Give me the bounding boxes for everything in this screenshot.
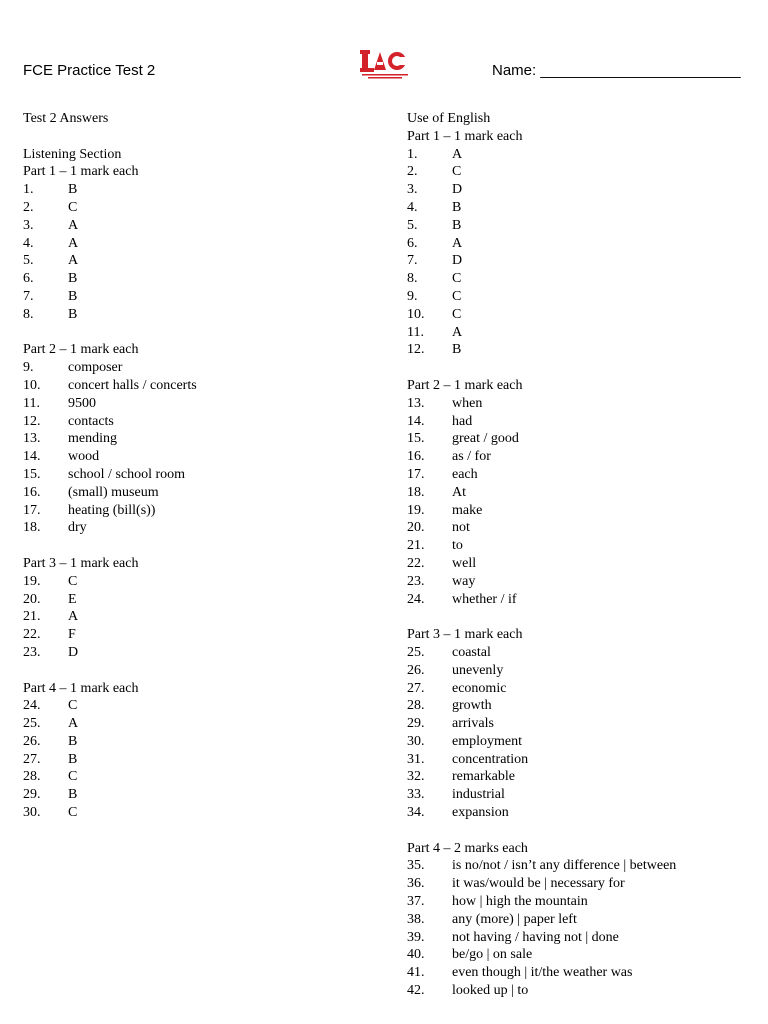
question-number: 32. bbox=[407, 769, 425, 785]
answer-row bbox=[23, 733, 363, 751]
question-number: 1. bbox=[407, 146, 418, 162]
answer-row bbox=[23, 359, 363, 377]
document-title: FCE Practice Test 2 bbox=[23, 62, 156, 79]
question-number: 22. bbox=[407, 555, 425, 571]
answer-text: A bbox=[68, 235, 79, 251]
answer-row bbox=[407, 786, 747, 804]
question-number: 13. bbox=[407, 395, 425, 411]
answer-text: composer bbox=[68, 360, 123, 376]
answer-text: C bbox=[68, 698, 78, 714]
question-number: 10. bbox=[23, 377, 41, 393]
question-number: 9. bbox=[23, 360, 34, 376]
answer-text: B bbox=[68, 271, 78, 287]
use-of-english-title: Use of English bbox=[407, 111, 491, 126]
answer-text: E bbox=[68, 591, 77, 607]
question-number: 24. bbox=[407, 591, 425, 607]
answer-text: mending bbox=[68, 431, 117, 447]
question-number: 5. bbox=[23, 253, 34, 269]
answer-row bbox=[23, 484, 363, 502]
answer-row bbox=[407, 306, 747, 324]
answer-row bbox=[23, 573, 363, 591]
answer-row bbox=[23, 235, 363, 253]
question-number: 4. bbox=[23, 235, 34, 251]
answer-row bbox=[407, 502, 747, 520]
answer-row bbox=[407, 591, 747, 609]
answer-row bbox=[407, 733, 747, 751]
answer-row bbox=[407, 163, 747, 181]
answer-text: A bbox=[68, 253, 79, 269]
answer-text: how | high the mountain bbox=[452, 894, 588, 910]
answer-text: (small) museum bbox=[68, 484, 159, 500]
answer-text: B bbox=[452, 199, 462, 215]
question-number: 6. bbox=[407, 235, 418, 251]
answer-row bbox=[407, 911, 747, 929]
answer-row bbox=[407, 448, 747, 466]
question-number: 19. bbox=[23, 573, 41, 589]
answer-row bbox=[407, 662, 747, 680]
question-number: 14. bbox=[23, 449, 41, 465]
answer-text: looked up | to bbox=[452, 983, 529, 999]
answer-text: D bbox=[452, 253, 463, 269]
answer-row bbox=[23, 502, 363, 520]
question-number: 23. bbox=[407, 573, 425, 589]
question-number: 18. bbox=[407, 484, 425, 500]
answer-row bbox=[23, 395, 363, 413]
answer-text: A bbox=[68, 609, 79, 625]
answer-text: F bbox=[68, 627, 76, 643]
ilac-logo bbox=[360, 46, 410, 82]
use-of-english-column bbox=[407, 110, 747, 1000]
answer-text: school / school room bbox=[68, 466, 186, 482]
answer-text: not having / having not | done bbox=[452, 929, 619, 945]
question-number: 36. bbox=[407, 876, 425, 892]
answer-text: C bbox=[68, 573, 78, 589]
answer-row bbox=[23, 466, 363, 484]
answer-row bbox=[407, 146, 747, 164]
answer-row bbox=[23, 448, 363, 466]
answer-text: B bbox=[68, 182, 78, 198]
question-number: 8. bbox=[23, 306, 34, 322]
question-number: 24. bbox=[23, 698, 41, 714]
question-number: 28. bbox=[407, 698, 425, 714]
answer-text: C bbox=[68, 199, 78, 215]
answer-row bbox=[407, 252, 747, 270]
answer-text: when bbox=[452, 395, 483, 411]
answer-text: economic bbox=[452, 680, 507, 696]
question-number: 3. bbox=[407, 182, 418, 198]
question-number: 23. bbox=[23, 644, 41, 660]
question-number: 16. bbox=[23, 484, 41, 500]
answer-text: make bbox=[452, 502, 483, 518]
answer-text: not bbox=[452, 520, 470, 536]
answer-row bbox=[23, 644, 363, 662]
answer-row bbox=[23, 288, 363, 306]
answer-row bbox=[407, 644, 747, 662]
answer-text: C bbox=[452, 271, 462, 287]
answer-row bbox=[407, 217, 747, 235]
answer-row bbox=[23, 768, 363, 786]
answer-row bbox=[407, 430, 747, 448]
part-title: Part 3 – 1 mark each bbox=[23, 555, 139, 571]
listening-parts bbox=[23, 163, 363, 821]
listening-section-title: Listening Section bbox=[23, 146, 122, 162]
answer-row bbox=[23, 306, 363, 324]
question-number: 11. bbox=[23, 395, 40, 411]
answer-text: A bbox=[68, 716, 79, 732]
answer-text: B bbox=[452, 342, 462, 358]
answer-text: D bbox=[68, 644, 79, 660]
answer-row bbox=[407, 555, 747, 573]
question-number: 6. bbox=[23, 271, 34, 287]
question-number: 35. bbox=[407, 858, 425, 874]
answer-text: A bbox=[452, 324, 463, 340]
question-number: 21. bbox=[407, 538, 425, 554]
question-number: 22. bbox=[23, 627, 41, 643]
answer-row bbox=[23, 270, 363, 288]
answer-text: remarkable bbox=[452, 769, 515, 785]
answer-row bbox=[407, 519, 747, 537]
answer-row bbox=[407, 893, 747, 911]
listening-column bbox=[23, 110, 363, 822]
answer-text: to bbox=[452, 538, 463, 554]
answer-row bbox=[23, 804, 363, 822]
question-number: 41. bbox=[407, 965, 425, 981]
question-number: 29. bbox=[407, 716, 425, 732]
question-number: 14. bbox=[407, 413, 425, 429]
answer-text: each bbox=[452, 466, 478, 482]
question-number: 13. bbox=[23, 431, 41, 447]
answer-row bbox=[23, 786, 363, 804]
answer-row bbox=[407, 804, 747, 822]
answer-row bbox=[407, 288, 747, 306]
answer-text: B bbox=[452, 217, 462, 233]
question-number: 34. bbox=[407, 805, 425, 821]
question-number: 25. bbox=[23, 716, 41, 732]
answer-row bbox=[23, 751, 363, 769]
question-number: 8. bbox=[407, 271, 418, 287]
answer-row bbox=[23, 252, 363, 270]
answer-text: D bbox=[452, 182, 463, 198]
name-field[interactable]: Name: ________________________ bbox=[492, 62, 741, 79]
part-title: Part 1 – 1 mark each bbox=[407, 128, 523, 144]
answer-row bbox=[407, 199, 747, 217]
question-number: 17. bbox=[407, 466, 425, 482]
answer-text: C bbox=[452, 164, 462, 180]
answer-text: C bbox=[452, 306, 462, 322]
question-number: 12. bbox=[407, 342, 425, 358]
answer-text: heating (bill(s)) bbox=[68, 502, 156, 518]
question-number: 16. bbox=[407, 449, 425, 465]
question-number: 2. bbox=[407, 164, 418, 180]
answer-text: employment bbox=[452, 733, 522, 749]
part-title: Part 2 – 1 mark each bbox=[407, 377, 523, 393]
question-number: 15. bbox=[23, 466, 41, 482]
answer-text: B bbox=[68, 751, 78, 767]
answer-row bbox=[407, 573, 747, 591]
question-number: 27. bbox=[407, 680, 425, 696]
question-number: 40. bbox=[407, 947, 425, 963]
question-number: 1. bbox=[23, 182, 34, 198]
answer-text: even though | it/the weather was bbox=[452, 965, 633, 981]
answer-row bbox=[23, 199, 363, 217]
question-number: 5. bbox=[407, 217, 418, 233]
question-number: 30. bbox=[23, 805, 41, 821]
answer-text: coastal bbox=[452, 644, 491, 660]
question-number: 9. bbox=[407, 288, 418, 304]
answer-row bbox=[407, 964, 747, 982]
question-number: 2. bbox=[23, 199, 34, 215]
answer-text: C bbox=[68, 805, 78, 821]
question-number: 18. bbox=[23, 520, 41, 536]
answer-row bbox=[407, 946, 747, 964]
answer-row bbox=[407, 413, 747, 431]
answer-row bbox=[407, 537, 747, 555]
question-number: 3. bbox=[23, 217, 34, 233]
question-number: 37. bbox=[407, 894, 425, 910]
question-number: 29. bbox=[23, 787, 41, 803]
answer-text: is no/not / isn’t any difference | between bbox=[452, 858, 677, 874]
answer-row bbox=[407, 857, 747, 875]
question-number: 33. bbox=[407, 787, 425, 803]
answer-row bbox=[23, 626, 363, 644]
answer-row bbox=[23, 715, 363, 733]
question-number: 12. bbox=[23, 413, 41, 429]
part-title: Part 3 – 1 mark each bbox=[407, 627, 523, 643]
part-title: Part 4 – 1 mark each bbox=[23, 680, 139, 696]
answer-text: C bbox=[68, 769, 78, 785]
answer-text: A bbox=[452, 146, 463, 162]
answer-text: dry bbox=[68, 520, 87, 536]
answer-row bbox=[407, 929, 747, 947]
question-number: 17. bbox=[23, 502, 41, 518]
answer-text: A bbox=[68, 217, 79, 233]
answer-row bbox=[23, 217, 363, 235]
answer-text: well bbox=[452, 555, 477, 571]
answer-row bbox=[407, 982, 747, 1000]
answer-row bbox=[407, 235, 747, 253]
question-number: 30. bbox=[407, 733, 425, 749]
answer-row bbox=[407, 341, 747, 359]
answer-row bbox=[23, 413, 363, 431]
question-number: 28. bbox=[23, 769, 41, 785]
use-of-english-parts bbox=[407, 128, 747, 1000]
question-number: 10. bbox=[407, 306, 425, 322]
answer-text: B bbox=[68, 288, 78, 304]
answer-text: expansion bbox=[452, 805, 509, 821]
question-number: 27. bbox=[23, 751, 41, 767]
answer-text: it was/would be | necessary for bbox=[452, 876, 625, 892]
answer-text: industrial bbox=[452, 787, 505, 803]
question-number: 31. bbox=[407, 751, 425, 767]
answer-text: C bbox=[452, 288, 462, 304]
answer-row bbox=[23, 591, 363, 609]
answer-text: had bbox=[452, 413, 473, 429]
answer-row bbox=[407, 697, 747, 715]
question-number: 19. bbox=[407, 502, 425, 518]
answer-row bbox=[407, 715, 747, 733]
answer-row bbox=[23, 697, 363, 715]
answer-row bbox=[23, 608, 363, 626]
question-number: 25. bbox=[407, 644, 425, 660]
question-number: 39. bbox=[407, 929, 425, 945]
answer-text: growth bbox=[452, 698, 492, 714]
answer-row bbox=[23, 430, 363, 448]
answers-heading: Test 2 Answers bbox=[23, 111, 109, 126]
answer-text: B bbox=[68, 306, 78, 322]
question-number: 21. bbox=[23, 609, 41, 625]
answer-text: way bbox=[452, 573, 476, 589]
question-number: 42. bbox=[407, 983, 425, 999]
answer-text: great / good bbox=[452, 431, 519, 447]
question-number: 20. bbox=[407, 520, 425, 536]
answer-row bbox=[407, 768, 747, 786]
answer-row bbox=[23, 181, 363, 199]
answer-text: A bbox=[452, 235, 463, 251]
answer-row bbox=[407, 395, 747, 413]
question-number: 38. bbox=[407, 911, 425, 927]
question-number: 26. bbox=[23, 733, 41, 749]
question-number: 7. bbox=[23, 288, 34, 304]
answer-text: be/go | on sale bbox=[452, 947, 533, 963]
answer-text: arrivals bbox=[452, 716, 494, 732]
question-number: 15. bbox=[407, 431, 425, 447]
part-title: Part 2 – 1 mark each bbox=[23, 342, 139, 358]
part-title: Part 1 – 1 mark each bbox=[23, 164, 139, 180]
answer-text: wood bbox=[68, 449, 100, 465]
answer-text: B bbox=[68, 787, 78, 803]
answer-row bbox=[407, 875, 747, 893]
answer-row bbox=[407, 270, 747, 288]
answer-row bbox=[407, 324, 747, 342]
answer-row bbox=[407, 751, 747, 769]
question-number: 4. bbox=[407, 199, 418, 215]
answer-row bbox=[23, 519, 363, 537]
answer-text: concentration bbox=[452, 751, 529, 767]
question-number: 7. bbox=[407, 253, 418, 269]
answer-text: as / for bbox=[452, 449, 491, 465]
question-number: 11. bbox=[407, 324, 424, 340]
answer-text: contacts bbox=[68, 413, 114, 429]
answer-row bbox=[407, 466, 747, 484]
answer-row bbox=[23, 377, 363, 395]
answer-row bbox=[407, 181, 747, 199]
answer-text: 9500 bbox=[68, 395, 96, 411]
question-number: 20. bbox=[23, 591, 41, 607]
question-number: 26. bbox=[407, 662, 425, 678]
answer-text: At bbox=[452, 484, 466, 500]
part-title: Part 4 – 2 marks each bbox=[407, 840, 528, 856]
answer-text: unevenly bbox=[452, 662, 504, 678]
answer-text: any (more) | paper left bbox=[452, 911, 577, 927]
answer-row bbox=[407, 680, 747, 698]
answer-text: whether / if bbox=[452, 591, 517, 607]
answer-text: concert halls / concerts bbox=[68, 377, 197, 393]
answer-row bbox=[407, 484, 747, 502]
answer-text: B bbox=[68, 733, 78, 749]
